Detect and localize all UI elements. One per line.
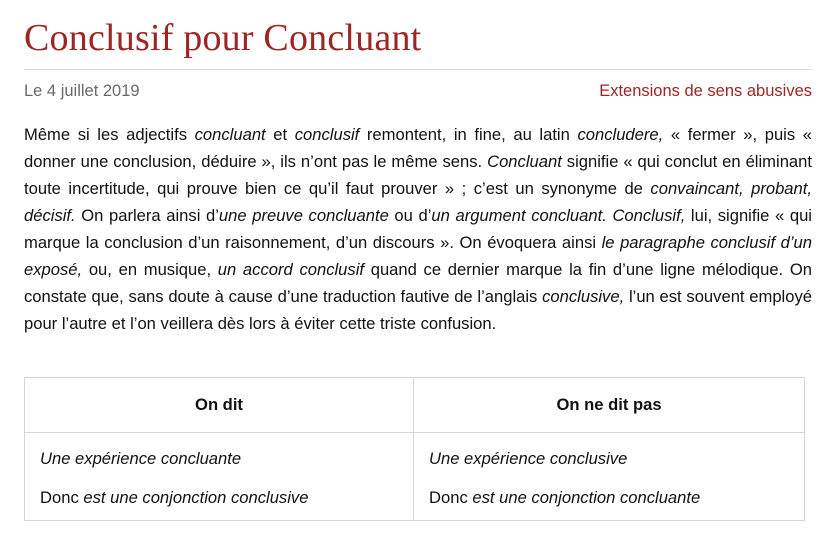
italic-term: convaincant, probant, décisif. bbox=[24, 179, 812, 225]
category-link[interactable]: Extensions de sens abusives bbox=[599, 82, 812, 100]
text-run: ou d’ bbox=[388, 206, 432, 225]
comparison-table bbox=[24, 377, 805, 521]
text-run: et bbox=[265, 125, 295, 144]
text-run: « fermer », puis « donner une conclusion, déduire », ils n’ont pas le même sens. bbox=[24, 125, 812, 171]
table-row bbox=[25, 433, 805, 521]
header-on-ne-dit-pas: On ne dit pas bbox=[414, 378, 805, 433]
text-run: quand ce dernier marque la fin d’une ligne mélodique. On constate que, sans doute à cause d’une traduction fautive de l’anglais bbox=[24, 260, 812, 306]
text-run: lui, signifie « qui marque la conclusion d’un raisonnement, d’un discours ». On évoquera ainsi bbox=[24, 206, 812, 252]
italic-term: Une expérience conclusive bbox=[429, 449, 628, 468]
correct-usage-cell bbox=[25, 433, 414, 521]
text-run: On parlera ainsi d’ bbox=[75, 206, 219, 225]
italic-term: conclusive, bbox=[542, 287, 625, 306]
table-header-row bbox=[25, 378, 805, 433]
example-line bbox=[429, 447, 789, 471]
text-run: ou, en musique, bbox=[82, 260, 218, 279]
text-run: Donc bbox=[429, 488, 473, 507]
text-run: signifie « qui conclut en éliminant toute incertitude, qui prouve bien ce qu’il faut prouver » ; c’est un synonyme de bbox=[24, 152, 812, 198]
text-run: remontent, in fine, au latin bbox=[359, 125, 578, 144]
italic-term: est une conjonction conclusive bbox=[83, 488, 309, 507]
title-divider bbox=[24, 69, 812, 70]
text-run: Donc bbox=[40, 488, 84, 507]
italic-term: concluant bbox=[194, 125, 266, 144]
page-title: Conclusif pour Concluant bbox=[24, 17, 422, 59]
example-line bbox=[40, 486, 398, 510]
text-run: l’un est souvent employé pour l’autre et l’on veillera dès lors à éviter cette triste confusion. bbox=[24, 287, 812, 333]
italic-term: un accord conclusif bbox=[217, 260, 365, 279]
italic-term: le paragraphe conclusif d’un exposé, bbox=[24, 233, 812, 279]
example-line bbox=[40, 447, 398, 471]
body-paragraph bbox=[24, 121, 812, 337]
italic-term: Concluant bbox=[487, 152, 562, 171]
italic-term: un argument concluant. Conclusif, bbox=[431, 206, 686, 225]
example-line bbox=[429, 486, 789, 510]
article-meta bbox=[24, 78, 812, 104]
incorrect-usage-cell bbox=[414, 433, 805, 521]
italic-term: Une expérience concluante bbox=[40, 449, 242, 468]
header-on-dit: On dit bbox=[25, 378, 414, 433]
italic-term: est une conjonction concluante bbox=[472, 488, 701, 507]
text-run: Même si les adjectifs bbox=[24, 125, 195, 144]
italic-term: conclusif bbox=[294, 125, 360, 144]
publication-date: Le 4 juillet 2019 bbox=[24, 82, 140, 100]
italic-term: concludere, bbox=[577, 125, 664, 144]
italic-term: une preuve concluante bbox=[218, 206, 389, 225]
